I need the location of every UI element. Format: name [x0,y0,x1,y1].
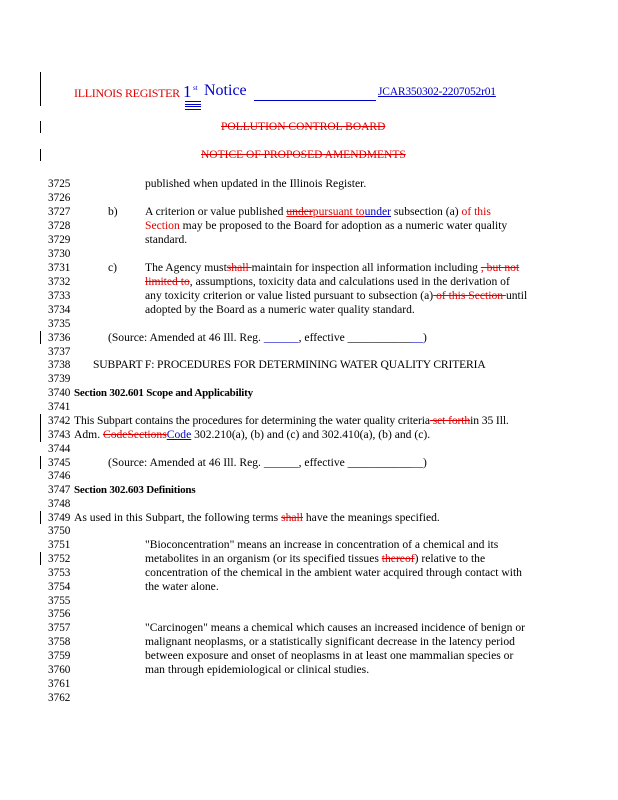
text-run: The Agency must [145,261,227,274]
line-number: 3726 [48,192,71,204]
blank-effective-ins: __ [411,331,424,344]
line-3734: adopted by the Board as a numeric water quality standard. [145,303,415,316]
line-3728 [145,219,507,233]
register-number: 1 [183,82,192,101]
change-bar-notice [40,149,41,161]
text-run: A criterion or value published [145,205,287,218]
change-bar-3752 [40,552,41,565]
text-run: any toxicity criterion or value listed pursuant to subsection (a) [145,289,434,302]
line-number: 3734 [48,304,71,316]
line-number: 3757 [48,622,71,634]
line-3752 [145,552,485,566]
inserted-of-this: of this [461,205,491,218]
line-number: 3737 [48,346,71,358]
change-bar-3736 [40,331,41,344]
blank-effective: ___________ [347,331,412,344]
line-number: 3740 [48,387,71,399]
change-bar-3742 [40,414,41,442]
line-3760: man through epidemiological or clinical studies. [145,663,370,676]
line-number: 3743 [48,429,71,441]
line-number: 3738 [48,359,71,371]
line-number: 3761 [48,678,71,690]
line-3754: the water alone. [145,580,219,593]
blank-effective-ins: __ [411,456,424,469]
line-number: 3754 [48,581,71,593]
line-number: 3727 [48,206,71,218]
line-3733 [145,289,527,303]
inserted-section: Section [145,219,180,232]
text-run: , effective [298,456,348,469]
line-number: 3735 [48,318,71,330]
blank-register: ______ [263,456,299,469]
deleted-limited-to: limited to [145,275,190,288]
line-number: 3733 [48,290,71,302]
line-number: 3739 [48,373,71,385]
text-run: , effective [298,331,348,344]
blank-register: ______ [263,331,299,344]
line-number: 3762 [48,692,71,704]
line-3751: "Bioconcentration" means an increase in concentration of a chemical and its [145,538,499,551]
change-bar-3749 [40,511,41,524]
line-number: 3729 [48,234,71,246]
line-3759: between exposure and onset of neoplasms in at least one mammalian species or [145,649,514,662]
register-title: ILLINOIS REGISTER [74,86,180,100]
item-c-label: c) [108,261,118,274]
register-number-suffix: st [193,84,198,92]
text-run: ) [423,331,427,344]
text-run: (Source: Amended at 46 Ill. Reg. [108,331,264,344]
line-number: 3731 [48,262,71,274]
line-number: 3742 [48,415,71,427]
line-3727 [145,205,491,219]
deleted-thereof: thereof [381,552,415,565]
strike-under: under [286,205,313,218]
line-number: 3741 [48,401,71,413]
text-run: in 35 Ill. [470,414,509,427]
line-number: 3745 [48,457,71,469]
line-number: 3725 [48,178,71,190]
jcar-code: JCAR350302-2207052r01 [378,86,496,98]
deleted-set-forth: set forth [429,414,471,427]
line-3732 [145,275,510,289]
change-bar-3745 [40,456,41,469]
double-underline-lower [185,106,201,110]
subpart-heading: SUBPART F: PROCEDURES FOR DETERMINING WATER QUALITY CRITERIA [93,358,486,371]
line-number: 3730 [48,248,71,260]
line-number: 3760 [48,664,71,676]
line-3749 [74,511,440,525]
board-name: POLLUTION CONTROL BOARD [221,121,386,133]
text-run: Adm. [74,428,103,441]
inserted-under: under [364,205,392,218]
text-run: This Subpart contains the procedures for determining the water quality criteria [74,414,430,427]
change-bar-board [40,121,41,133]
text-run: subsection (a) [391,205,462,218]
notice-title: NOTICE OF PROPOSED AMENDMENTS [201,149,406,161]
section-601-heading: Section 302.601 Scope and Applicability [74,387,253,399]
line-3753: concentration of the chemical in the ambient water acquired through contact with [145,566,522,579]
deleted-shall: shall [226,261,252,274]
text-run: have the meanings specified. [302,511,440,524]
line-number: 3732 [48,276,71,288]
text-run: may be proposed to the Board for adoption as a numeric water quality [179,219,508,232]
line-number: 3736 [48,332,71,344]
line-3731 [145,261,519,275]
text-run: until [505,289,528,302]
line-number: 3756 [48,608,71,620]
text-run: maintain for inspection all information including [251,261,481,274]
inserted-pursuant-to: pursuant to [312,205,365,218]
line-number: 3759 [48,650,71,662]
inserted-code: Code [166,428,192,441]
source-note-2 [108,456,427,470]
text-run: metabolites in an organism (or its specified tissues [145,552,382,565]
line-3743 [74,428,430,442]
deleted-of-this-section: of this Section [433,289,506,302]
line-number: 3758 [48,636,71,648]
line-number: 3750 [48,525,71,537]
change-bar-header [40,72,41,106]
line-number: 3753 [48,567,71,579]
line-number: 3746 [48,470,71,482]
notice-label: Notice [204,82,247,99]
deleted-codesections: CodeSections [102,428,167,441]
line-number: 3751 [48,539,71,551]
line-3758: malignant neoplasms, or a statistically significant decrease in the latency period [145,635,515,648]
text-run: 302.210(a), (b) and (c) and 302.410(a), (b) and (c). [191,428,431,441]
deleted-but-not: , but not [480,261,520,274]
line-number: 3728 [48,220,71,232]
text-run: (Source: Amended at 46 Ill. Reg. [108,456,264,469]
text-run: , assumptions, toxicity data and calculations used in the derivation of [189,275,510,288]
line-3725: published when updated in the Illinois Register. [145,177,367,190]
line-number: 3752 [48,553,71,565]
blank-effective: ___________ [347,456,412,469]
deleted-shall: shall [281,511,303,524]
text-run: ) [423,456,427,469]
line-number: 3747 [48,484,71,496]
double-underline [185,101,201,105]
text-run: ) relative to the [414,552,486,565]
source-note-1 [108,331,427,345]
header-rule [254,100,376,101]
line-number: 3744 [48,443,71,455]
text-run: As used in this Subpart, the following terms [74,511,282,524]
line-3742 [74,414,509,428]
line-number: 3755 [48,595,71,607]
line-number: 3748 [48,498,71,510]
line-3729: standard. [145,233,188,246]
section-603-heading: Section 302.603 Definitions [74,484,196,496]
line-number: 3749 [48,512,71,524]
line-3757: "Carcinogen" means a chemical which causes an increased incidence of benign or [145,621,525,634]
item-b-label: b) [108,205,118,218]
